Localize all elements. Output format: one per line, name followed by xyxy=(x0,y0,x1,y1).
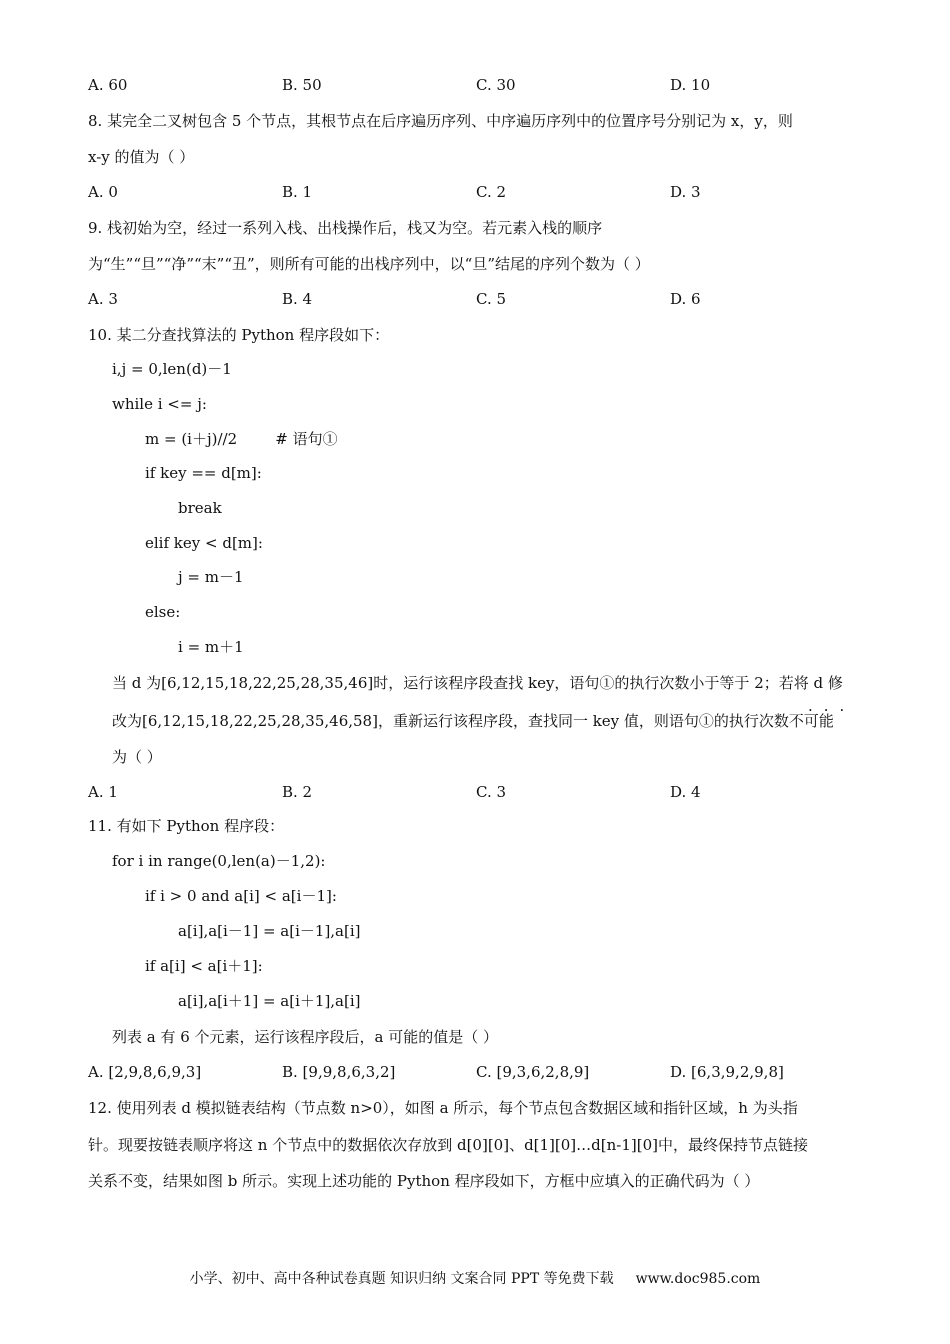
q10-code-line3: m = (i＋j)//2 # 语句① xyxy=(145,430,338,448)
q10-option-c[interactable]: C. 3 xyxy=(476,783,507,801)
q10-option-b[interactable]: B. 2 xyxy=(282,783,313,801)
q8-option-a[interactable]: A. 0 xyxy=(88,183,118,201)
q12-stem-line3: 关系不变，结果如图 b 所示。实现上述功能的 Python 程序段如下，方框中应填入的正确代码为（ ） xyxy=(88,1172,760,1190)
q10-code-line4: if key == d[m]: xyxy=(145,464,262,482)
q11-code-line2: if i > 0 and a[i] < a[i－1]: xyxy=(145,887,337,905)
q8-option-c[interactable]: C. 2 xyxy=(476,183,507,201)
q9-option-d[interactable]: D. 6 xyxy=(670,290,701,308)
q11-option-a[interactable]: A. [2,9,8,6,9,3] xyxy=(88,1063,202,1081)
q9-stem-line1: 9. 栈初始为空，经过一系列入栈、出栈操作后，栈又为空。若元素入栈的顺序 xyxy=(88,219,603,237)
q11-option-d[interactable]: D. [6,3,9,2,9,8] xyxy=(670,1063,784,1081)
q10-option-d[interactable]: D. 4 xyxy=(670,783,701,801)
q10-code-line8: else: xyxy=(145,603,181,621)
q11-code-line5: a[i],a[i＋1] = a[i＋1],a[i] xyxy=(178,992,361,1010)
q10-code-line7: j = m－1 xyxy=(178,568,244,586)
q10-code-line5: break xyxy=(178,499,222,517)
q8-option-d[interactable]: D. 3 xyxy=(670,183,701,201)
q7-option-d[interactable]: D. 10 xyxy=(670,76,711,94)
q10-paragraph-line2: 改为[6,12,15,18,22,25,28,35,46,58]，重新运行该程序段，查找同一 key 值，则语句①的执行次数不可能 xyxy=(112,712,834,730)
q11-paragraph: 列表 a 有 6 个元素，运行该程序段后，a 可能的值是（ ） xyxy=(112,1028,499,1046)
q12-stem-line2: 针。现要按链表顺序将这 n 个节点中的数据依次存放到 d[0][0]、d[1][0]…d[n-1][0]中，最终保持节点链接 xyxy=(88,1136,808,1154)
q7-option-b[interactable]: B. 50 xyxy=(282,76,322,94)
q11-code-line1: for i in range(0,len(a)－1,2): xyxy=(112,852,326,870)
footer-url[interactable]: www.doc985.com xyxy=(635,1271,761,1287)
emphasis-dots: ··· xyxy=(808,701,856,719)
q11-option-b[interactable]: B. [9,9,8,6,3,2] xyxy=(282,1063,396,1081)
q11-option-c[interactable]: C. [9,3,6,2,8,9] xyxy=(476,1063,590,1081)
q11-code-line4: if a[i] < a[i＋1]: xyxy=(145,957,263,975)
q8-stem-line2: x-y 的值为（ ） xyxy=(88,148,195,166)
q10-paragraph-line1: 当 d 为[6,12,15,18,22,25,28,35,46]时，运行该程序段查找 key，语句①的执行次数小于等于 2；若将 d 修 xyxy=(112,674,843,692)
q10-paragraph-line3: 为（ ） xyxy=(112,748,162,766)
q8-stem-line1: 8. 某完全二叉树包含 5 个节点，其根节点在后序遍历序列、中序遍历序列中的位置序号分别记为 x，y，则 xyxy=(88,112,793,130)
page-footer xyxy=(0,1269,950,1289)
q10-code-line6: elif key < d[m]: xyxy=(145,534,263,552)
q11-code-line3: a[i],a[i－1] = a[i－1],a[i] xyxy=(178,922,361,940)
q7-option-a[interactable]: A. 60 xyxy=(88,76,128,94)
q10-code-line1: i,j = 0,len(d)－1 xyxy=(112,360,232,378)
q7-option-c[interactable]: C. 30 xyxy=(476,76,516,94)
q8-option-b[interactable]: B. 1 xyxy=(282,183,313,201)
footer-text: 小学、初中、高中各种试卷真题 知识归纳 文案合同 PPT 等免费下载 xyxy=(189,1271,614,1287)
q9-option-c[interactable]: C. 5 xyxy=(476,290,507,308)
q10-intro: 10. 某二分查找算法的 Python 程序段如下： xyxy=(88,326,390,344)
q10-code-line2: while i <= j: xyxy=(112,395,207,413)
q9-stem-line2: 为“生”“旦”“净”“末”“丑”，则所有可能的出栈序列中，以“旦”结尾的序列个数为（ ） xyxy=(88,255,650,273)
q10-code-line9: i = m＋1 xyxy=(178,638,244,656)
q9-option-a[interactable]: A. 3 xyxy=(88,290,118,308)
q11-intro: 11. 有如下 Python 程序段： xyxy=(88,817,285,835)
q12-stem-line1: 12. 使用列表 d 模拟链表结构（节点数 n>0），如图 a 所示，每个节点包含数据区域和指针区域，h 为头指 xyxy=(88,1099,798,1117)
q9-option-b[interactable]: B. 4 xyxy=(282,290,313,308)
q10-option-a[interactable]: A. 1 xyxy=(88,783,118,801)
